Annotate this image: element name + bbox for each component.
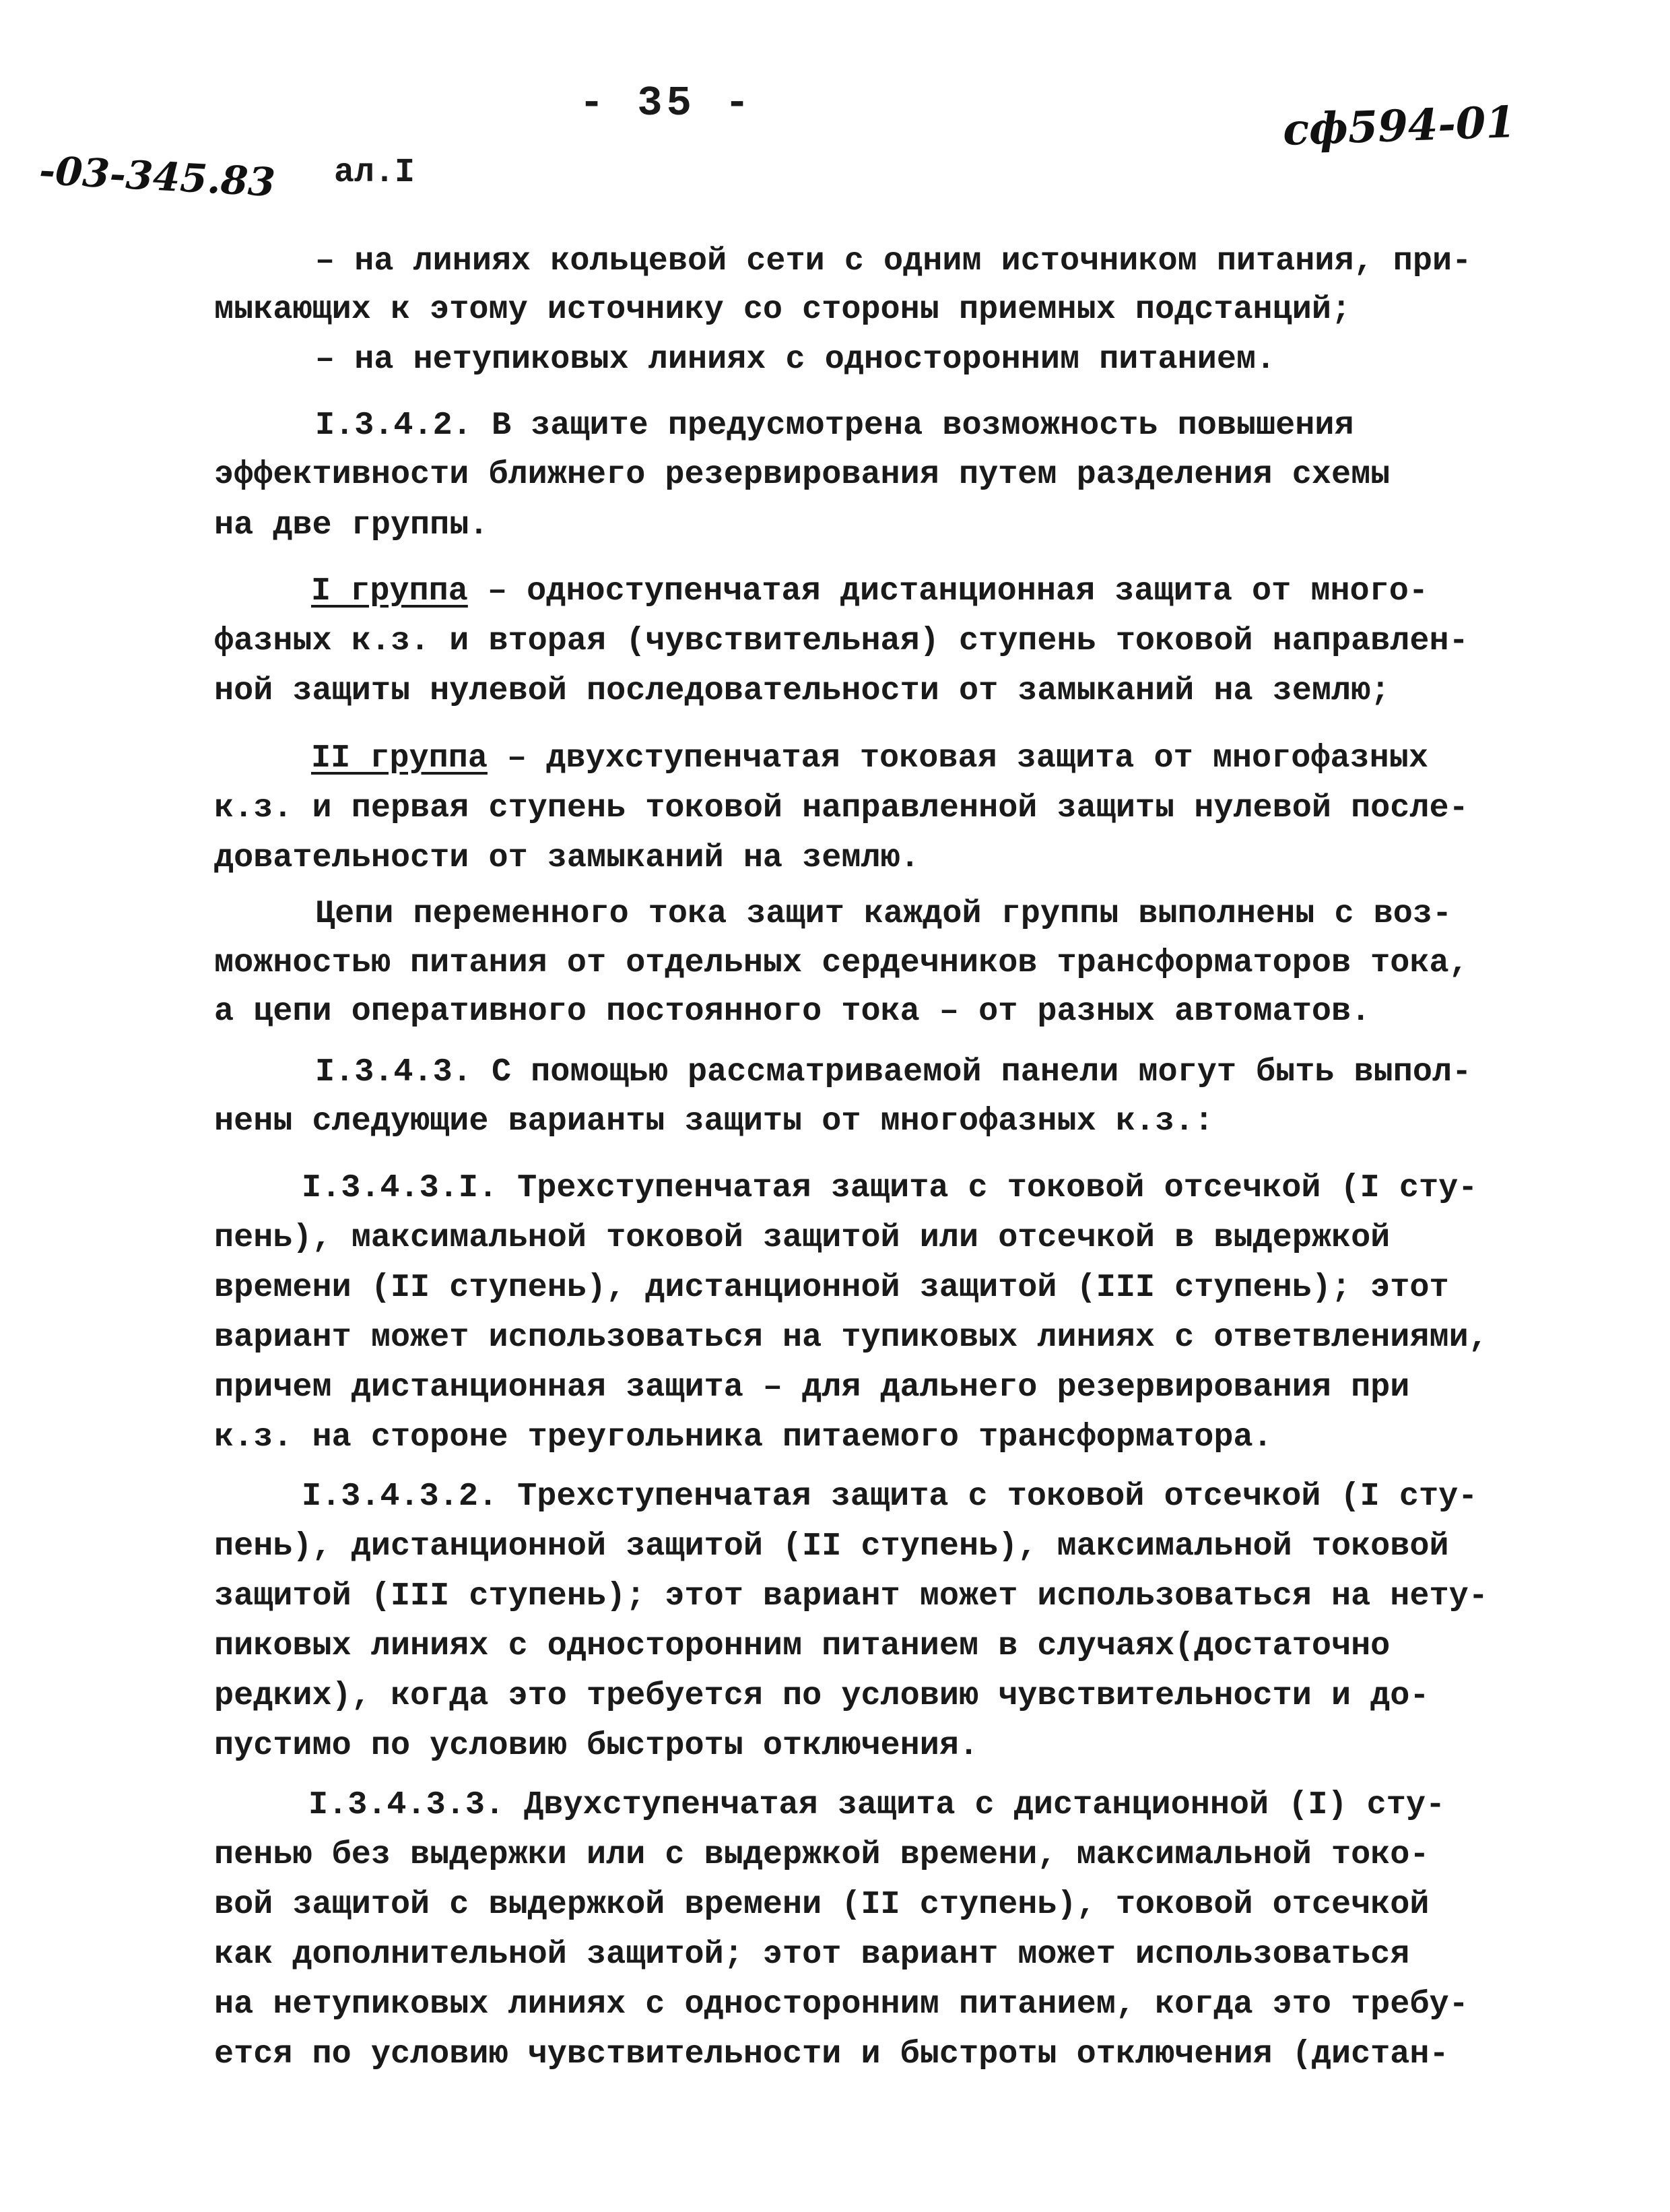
text-line: времени (II ступень), дистанционной защитой (III ступень); этот bbox=[214, 1269, 1449, 1306]
text-line: довательности от замыканий на землю. bbox=[214, 839, 920, 876]
text-line: редких), когда это требуется по условию чувствительности и до- bbox=[214, 1677, 1430, 1714]
group-heading bbox=[311, 570, 1428, 613]
sheet-label: ал.I bbox=[334, 154, 415, 192]
text-line: I.3.4.3.3. Двухступенчатая защита с дистанционной (I) сту- bbox=[308, 1786, 1446, 1823]
text-line: защитой (III ступень); этот вариант может использоваться на нету- bbox=[214, 1577, 1488, 1615]
text-line: на две группы. bbox=[214, 507, 489, 544]
text-line: – на линиях кольцевой сети с одним источником питания, при- bbox=[315, 242, 1472, 280]
text-line: I.3.4.2. В защите предусмотрена возможность повышения bbox=[315, 407, 1354, 444]
text-line: к.з. на стороне треугольника питаемого трансформатора. bbox=[214, 1419, 1273, 1456]
group-1-label: I группа bbox=[311, 573, 468, 610]
text-line: – на нетупиковых линиях с односторонним питанием. bbox=[315, 341, 1276, 378]
text-line: I.3.4.3.2. Трехступенчатая защита с токовой отсечкой (I сту- bbox=[302, 1478, 1478, 1515]
page-number: - 35 - bbox=[579, 79, 754, 127]
text-line: нены следующие варианты защиты от многофазных к.з.: bbox=[214, 1103, 1214, 1140]
text-line: I.3.4.3. С помощью рассматриваемой панели могут быть выпол- bbox=[315, 1053, 1472, 1091]
text-line: а цепи оперативного постоянного тока – от разных автоматов. bbox=[214, 993, 1371, 1030]
text-line: как дополнительной защитой; этот вариант может использоваться bbox=[214, 1936, 1410, 1973]
group-2-description: – двухступенчатая токовая защита от многофазных bbox=[487, 740, 1428, 777]
group-1-description: – одноступенчатая дистанционная защита от много- bbox=[467, 573, 1428, 610]
text-line: эффективности ближнего резервирования путем разделения схемы bbox=[214, 456, 1391, 493]
text-line: I.3.4.3.I. Трехступенчатая защита с токовой отсечкой (I сту- bbox=[302, 1169, 1478, 1206]
text-line: пень), дистанционной защитой (II ступень), максимальной токовой bbox=[214, 1528, 1449, 1565]
text-line: фазных к.з. и вторая (чувствительная) ступень токовой направлен- bbox=[214, 622, 1469, 659]
text-line: пенью без выдержки или с выдержкой времени, максимальной токо- bbox=[214, 1836, 1430, 1873]
handwritten-document-code: сф594-01 bbox=[1281, 96, 1517, 156]
text-line: пень), максимальной токовой защитой или отсечкой в выдержкой bbox=[214, 1219, 1391, 1256]
text-line: можностью питания от отдельных сердечников трансформаторов тока, bbox=[214, 944, 1469, 981]
text-line: ется по условию чувствительности и быстроты отключения (дистан- bbox=[214, 2036, 1449, 2073]
text-line: пиковых линиях с односторонним питанием в случаях(достаточно bbox=[214, 1627, 1391, 1664]
text-line: причем дистанционная защита – для дальнего резервирования при bbox=[214, 1369, 1410, 1406]
text-line: ной защиты нулевой последовательности от замыканий на землю; bbox=[214, 672, 1391, 709]
group-heading bbox=[311, 737, 1428, 780]
text-line: вой защитой с выдержкой времени (II ступень), токовой отсечкой bbox=[214, 1886, 1430, 1923]
text-line: к.з. и первая ступень токовой направленной защиты нулевой после- bbox=[214, 789, 1469, 826]
text-line: вариант может использоваться на тупиковых линиях с ответвлениями, bbox=[214, 1319, 1488, 1356]
text-line: на нетупиковых линиях с односторонним питанием, когда это требу- bbox=[214, 1986, 1469, 2023]
group-2-label: II группа bbox=[311, 740, 488, 777]
text-line: мыкающих к этому источнику со стороны приемных подстанций; bbox=[214, 291, 1351, 328]
text-line: Цепи переменного тока защит каждой группы выполнены с воз- bbox=[315, 895, 1452, 932]
handwritten-registration-number: -03-345.83 bbox=[38, 147, 277, 206]
text-line: пустимо по условию быстроты отключения. bbox=[214, 1727, 979, 1764]
